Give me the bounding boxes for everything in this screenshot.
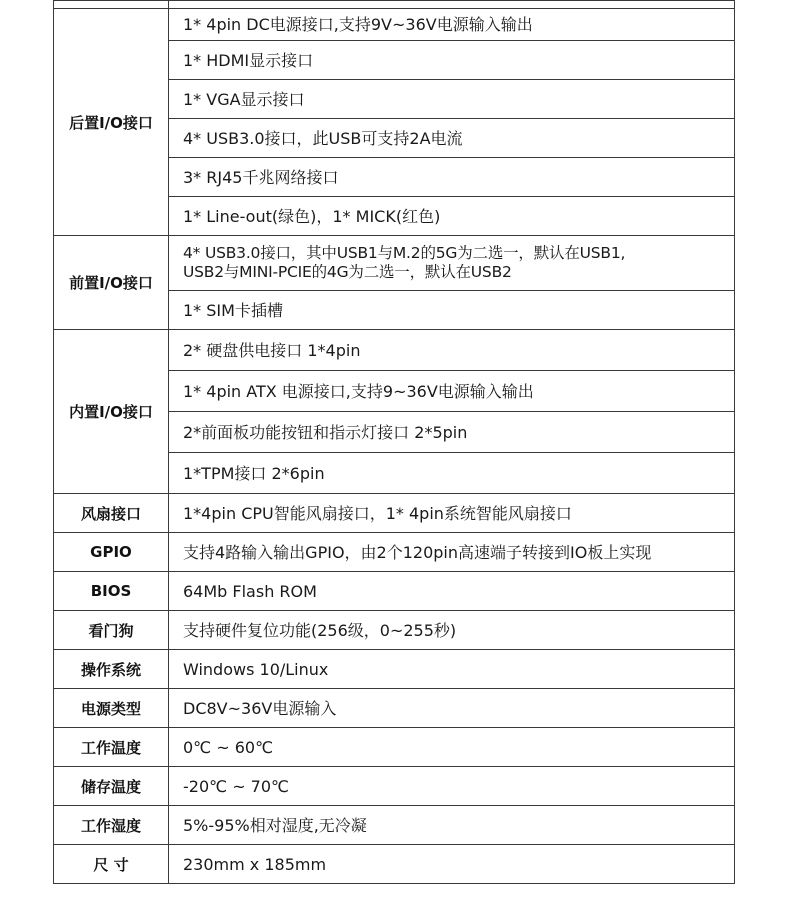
spec-label: 风扇接口 (54, 494, 169, 532)
spec-label: BIOS (54, 572, 169, 610)
spec-value-cell: Windows 10/Linux (183, 659, 329, 679)
spec-row-watchdog (54, 611, 735, 650)
spec-value-cell: 2* 硬盘供电接口 1*4pin (183, 340, 361, 360)
spec-value-text: 4* USB3.0接口，其中USB1与M.2的5G为二选一，默认在USB1, USB2与MINI-PCIE的4G为二选一，默认在USB2 (183, 244, 626, 281)
spec-values (169, 845, 734, 883)
spec-values (169, 767, 734, 805)
spec-label (54, 1, 169, 8)
spec-group-internal-io (54, 330, 735, 494)
spec-value-cell: 5%-95%相对湿度,无冷凝 (183, 815, 367, 835)
spec-row-bios (54, 572, 735, 611)
spec-label: 储存温度 (54, 767, 169, 805)
spec-label: 尺 寸 (54, 845, 169, 883)
spec-group-rear-io (54, 9, 735, 236)
spec-values (169, 650, 734, 688)
spec-label: 操作系统 (54, 650, 169, 688)
spec-value-cell: 2*前面板功能按钮和指示灯接口 2*5pin (169, 411, 734, 452)
spec-value-cell: 64Mb Flash ROM (183, 581, 317, 601)
spec-value-cell: 0℃ ~ 60℃ (183, 737, 274, 757)
spec-row-dimensions (54, 845, 735, 884)
spec-values (169, 728, 734, 766)
spec-label: 内置I/O接口 (54, 330, 169, 493)
spec-values (169, 611, 734, 649)
spec-row-humidity (54, 806, 735, 845)
spec-value-cell: 1* VGA显示接口 (169, 79, 734, 118)
spec-value-cell: 1* 4pin ATX 电源接口,支持9~36V电源输入输出 (169, 370, 734, 411)
spec-values (169, 236, 734, 329)
spec-label: 看门狗 (54, 611, 169, 649)
spec-row-storage-temp (54, 767, 735, 806)
spec-label: 工作湿度 (54, 806, 169, 844)
spec-value-cell: 4* USB3.0接口，此USB可支持2A电流 (169, 118, 734, 157)
spec-values (169, 1, 734, 8)
spec-row-os (54, 650, 735, 689)
spec-values (169, 806, 734, 844)
spec-value-cell: 1* SIM卡插槽 (169, 290, 734, 329)
spec-value-cell: 1* Line-out(绿色)，1* MICK(红色) (169, 196, 734, 235)
spec-values (169, 689, 734, 727)
spec-row-operating-temp (54, 728, 735, 767)
spec-value-cell: 3* RJ45千兆网络接口 (169, 157, 734, 196)
spec-values (169, 494, 734, 532)
spec-value-cell: 支持硬件复位功能(256级，0~255秒) (183, 620, 457, 640)
spec-value-cell: DC8V~36V电源输入 (183, 698, 337, 718)
spec-table (53, 0, 735, 884)
spec-label: 后置I/O接口 (54, 9, 169, 235)
spec-values (169, 330, 734, 493)
spec-value-cell: 1* HDMI显示接口 (169, 40, 734, 79)
spec-label: 前置I/O接口 (54, 236, 169, 329)
spec-group-top-strip (54, 1, 735, 9)
spec-row-power-type (54, 689, 735, 728)
spec-value-cell (169, 236, 734, 290)
spec-value-cell: 支持4路输入输出GPIO，由2个120pin高速端子转接到IO板上实现 (183, 542, 652, 562)
spec-value-cell: -20℃ ~ 70℃ (183, 776, 290, 796)
spec-value-cell: 1*TPM接口 2*6pin (169, 452, 734, 493)
spec-row-fan (54, 494, 735, 533)
spec-label: 工作温度 (54, 728, 169, 766)
spec-value-cell: 230mm x 185mm (183, 854, 327, 874)
spec-group-front-io (54, 236, 735, 330)
spec-values (169, 572, 734, 610)
spec-label: GPIO (54, 533, 169, 571)
spec-values (169, 533, 734, 571)
spec-values (169, 9, 734, 235)
spec-value-cell: 1* 4pin DC电源接口,支持9V~36V电源输入输出 (183, 15, 533, 34)
spec-value-cell: 1*4pin CPU智能风扇接口，1* 4pin系统智能风扇接口 (183, 503, 572, 523)
spec-row-gpio (54, 533, 735, 572)
spec-label: 电源类型 (54, 689, 169, 727)
